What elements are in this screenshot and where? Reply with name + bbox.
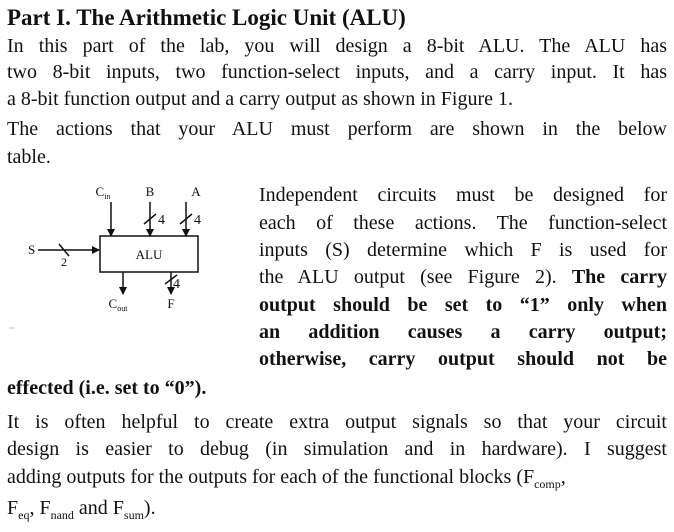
help-line-3-text: adding outputs for the outputs for each of the functional blocks (F: [7, 466, 535, 488]
side-bold-line-3: otherwise, carry output should not be: [259, 348, 667, 370]
f-comp-subscript: comp: [534, 477, 561, 491]
alu-block-diagram: [28, 180, 238, 325]
side-line-2: each of these actions. The function-select: [259, 212, 667, 234]
effected-line: effected (i.e. set to “0”).: [7, 377, 207, 399]
f-eq-subscript: eq: [18, 508, 30, 522]
help-line-3-end: ,: [560, 466, 566, 488]
side-line-1: Independent circuits must be designed for: [259, 184, 667, 206]
section-heading: Part I. The Arithmetic Logic Unit (ALU): [7, 5, 406, 30]
f-label: F: [167, 296, 175, 311]
help-line-4: [7, 496, 156, 521]
a-bus-width: 4: [194, 213, 201, 228]
intro-line-2: two 8-bit inputs, two function-select inputs, and a carry input. It has: [7, 61, 667, 83]
help-line-4-end: ).: [143, 497, 156, 519]
f-nand-subscript: nand: [50, 508, 74, 522]
side-line-4-bold: The carry: [571, 266, 667, 288]
select-label: S: [28, 242, 36, 257]
side-bold-line-1: output should be set to “1” only when: [259, 294, 667, 316]
side-line-4: [259, 265, 667, 290]
f-sum-base: and F: [73, 497, 124, 519]
intro-line-1: In this part of the lab, you will design a 8-bit ALU. The ALU has: [7, 35, 667, 57]
help-line-1: It is often helpful to create extra output signals so that your circuit: [7, 411, 667, 433]
f-eq-base: F: [7, 497, 19, 519]
b-bus-width: 4: [158, 213, 165, 228]
alu-block-label: ALU: [135, 247, 163, 262]
f-sum-subscript: sum: [123, 508, 144, 522]
intro-line-5: table.: [7, 146, 51, 168]
side-bold-line-2: an addition causes a carry output;: [259, 321, 667, 343]
a-label: A: [191, 184, 201, 199]
f-nand-base: , F: [29, 497, 51, 519]
b-label: B: [145, 184, 155, 199]
scan-smudge: [9, 327, 14, 329]
select-bus-width: 2: [61, 255, 67, 269]
side-line-3: inputs (S) determine which F is used for: [259, 239, 667, 261]
f-bus-width: 4: [173, 277, 180, 292]
intro-line-3: a 8-bit function output and a carry output as shown in Figure 1.: [7, 88, 514, 110]
intro-line-4: The actions that your ALU must perform are shown in the below: [7, 118, 667, 140]
help-line-2: design is easier to debug (in simulation and in hardware). I suggest: [7, 438, 667, 460]
side-line-4-normal: the ALU output (see Figure 2).: [259, 266, 557, 288]
cin-label: $C_{in}$: [95, 184, 111, 201]
help-line-3: [7, 465, 566, 490]
cout-label: $C_{out}$: [108, 296, 128, 313]
